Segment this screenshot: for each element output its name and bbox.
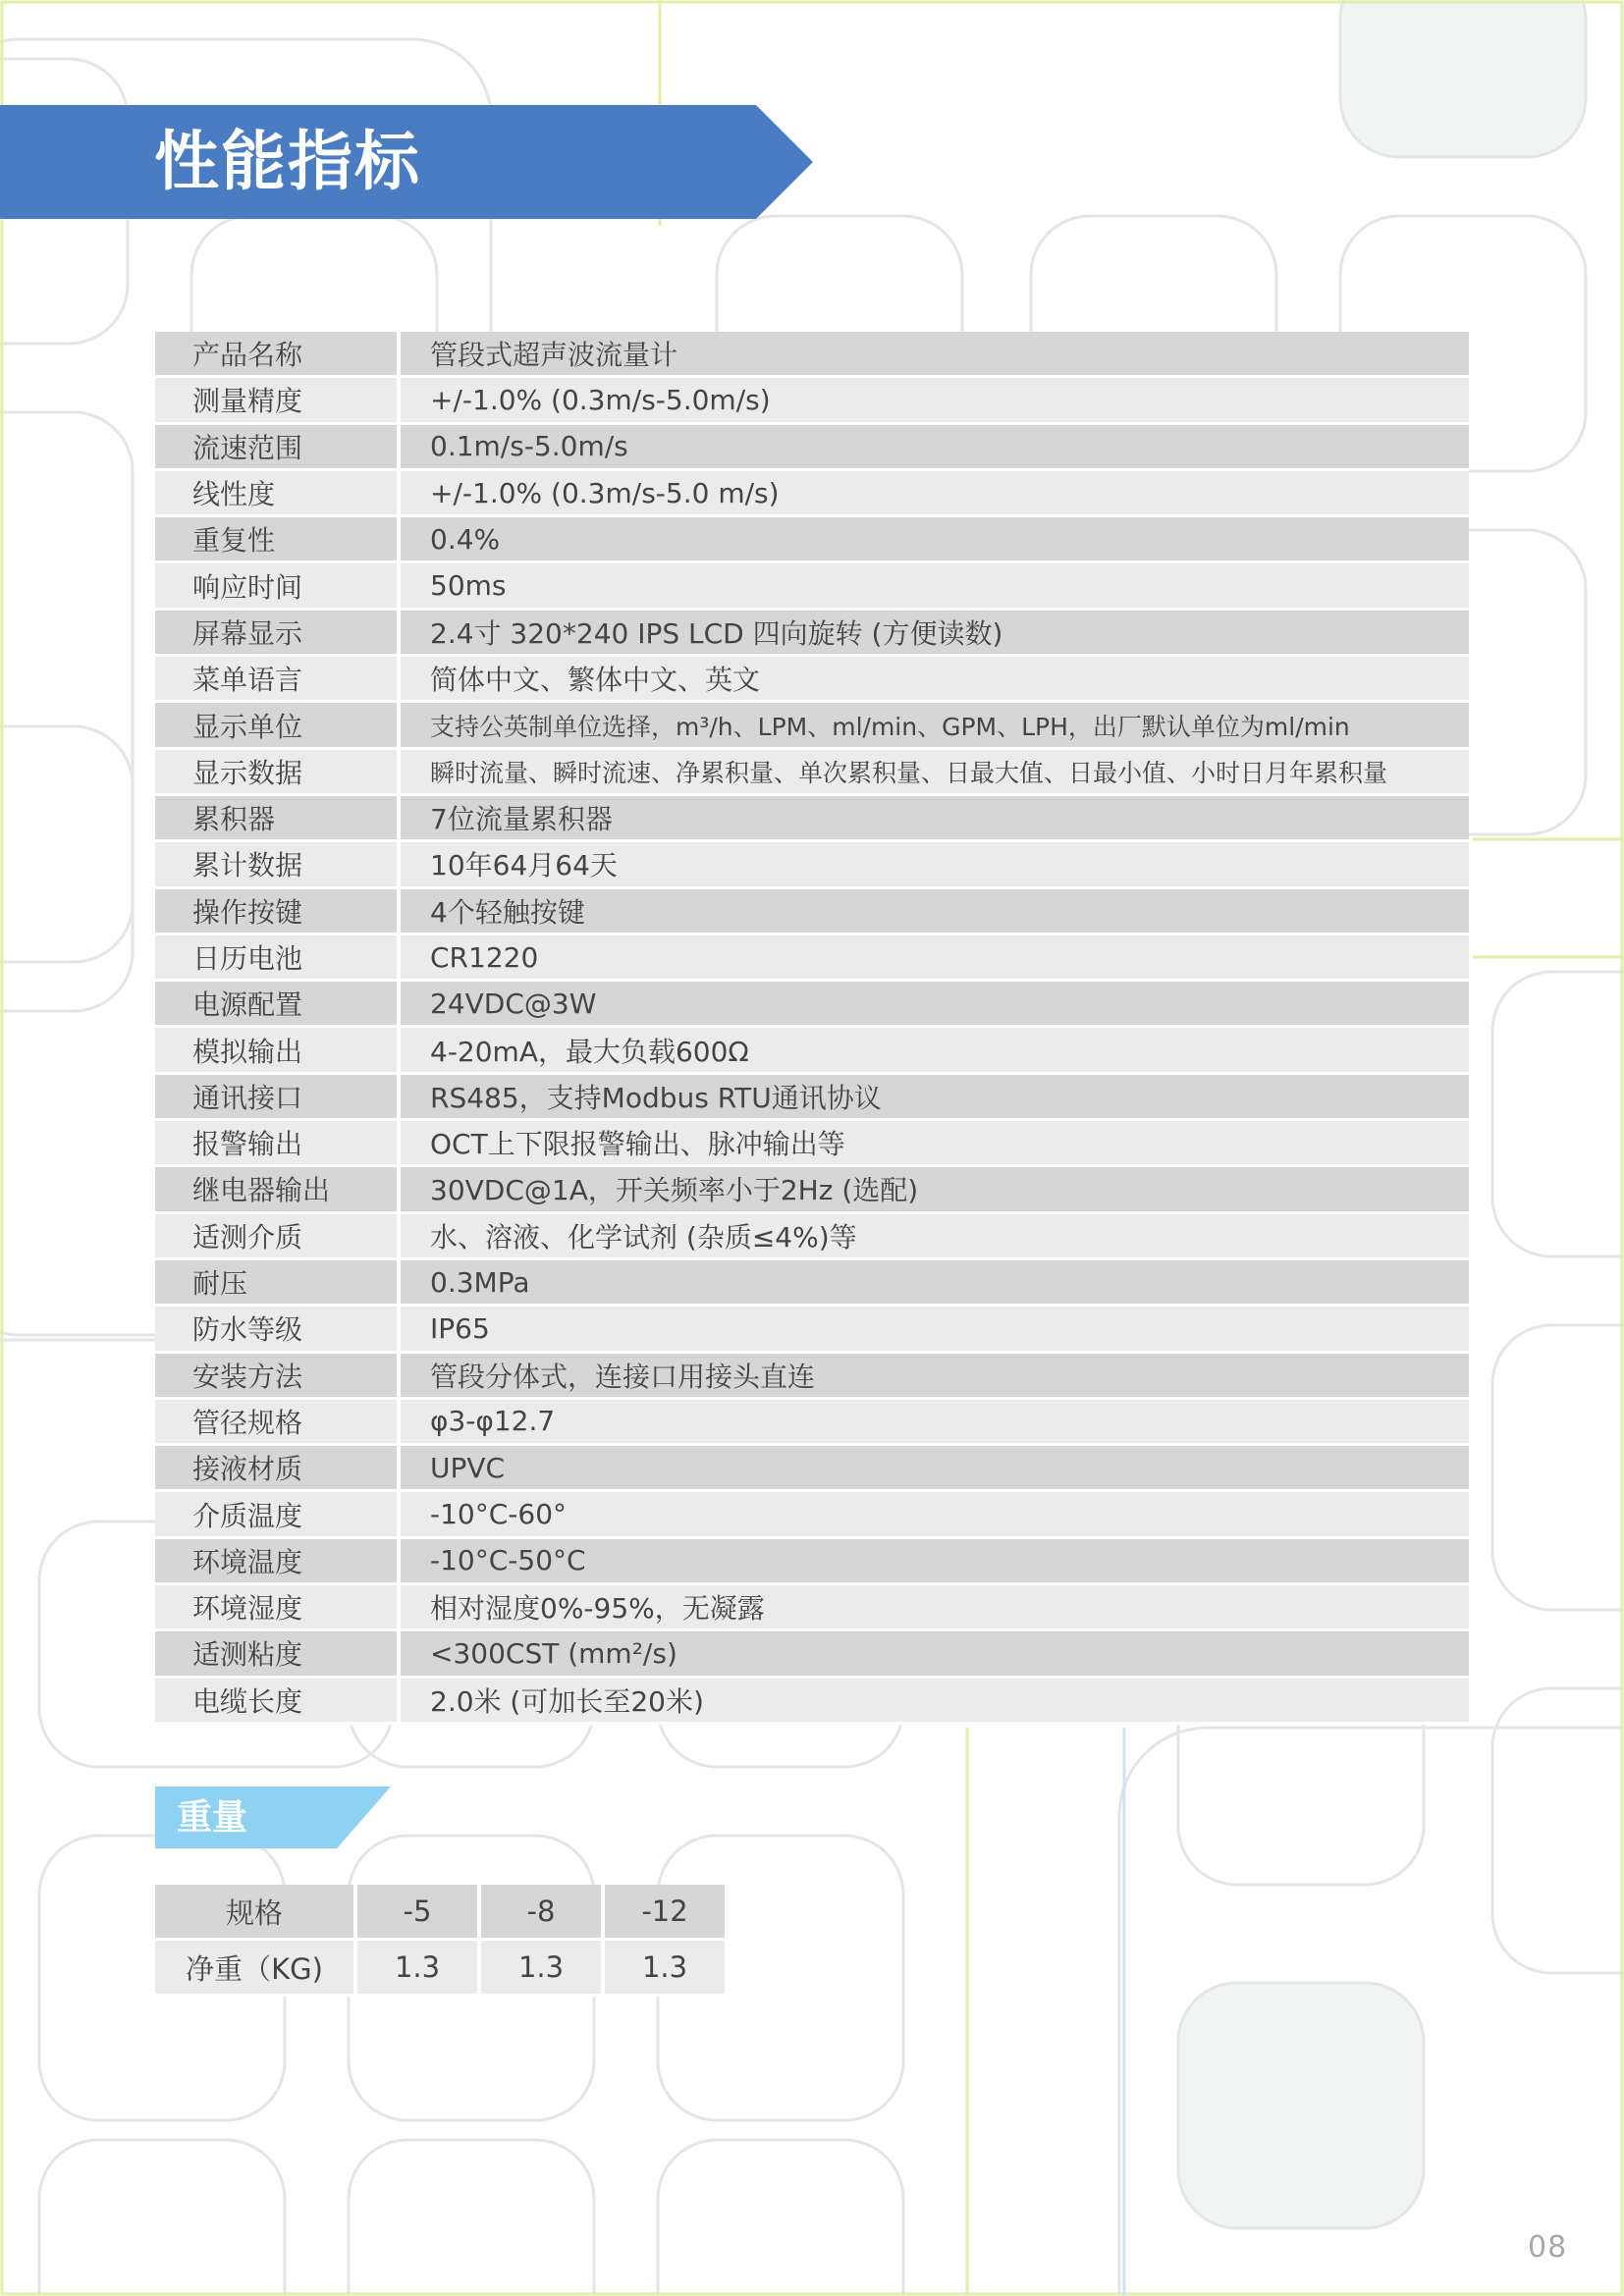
- spec-row: [155, 657, 1469, 703]
- spec-row: [155, 517, 1469, 563]
- spec-label: 电缆长度: [155, 1679, 401, 1725]
- title-banner: [0, 105, 813, 219]
- page-title: 性能指标: [154, 124, 421, 199]
- spec-value: RS485，支持Modbus RTU通讯协议: [401, 1075, 1469, 1121]
- spec-label: 介质温度: [155, 1492, 401, 1538]
- spec-row: [155, 1075, 1469, 1121]
- spec-label: 产品名称: [155, 332, 401, 378]
- spec-value: 管段分体式，连接口用接头直连: [401, 1354, 1469, 1400]
- spec-label: 重复性: [155, 517, 401, 563]
- spec-row: [155, 1539, 1469, 1585]
- spec-row: [155, 471, 1469, 517]
- spec-row: [155, 1631, 1469, 1678]
- spec-label: 电源配置: [155, 982, 401, 1028]
- spec-row: [155, 889, 1469, 935]
- spec-value: 瞬时流量、瞬时流速、净累积量、单次累积量、日最大值、日最小值、小时日月年累积量: [401, 750, 1469, 796]
- weight-header-cell: -5: [357, 1885, 481, 1941]
- spec-row: [155, 1585, 1469, 1631]
- spec-value: 24VDC@3W: [401, 982, 1469, 1028]
- spec-label: 响应时间: [155, 563, 401, 610]
- spec-row: [155, 1028, 1469, 1074]
- spec-row: [155, 378, 1469, 424]
- spec-label: 防水等级: [155, 1307, 401, 1353]
- spec-row: [155, 842, 1469, 888]
- spec-row: [155, 563, 1469, 610]
- spec-value: 50ms: [401, 563, 1469, 610]
- spec-label: 通讯接口: [155, 1075, 401, 1121]
- spec-value: UPVC: [401, 1446, 1469, 1492]
- weight-value-cell: 1.3: [357, 1941, 481, 1997]
- spec-row: [155, 425, 1469, 471]
- spec-label: 显示单位: [155, 703, 401, 749]
- spec-value: 2.0米 (可加长至20米): [401, 1679, 1469, 1725]
- spec-label: 环境湿度: [155, 1585, 401, 1631]
- weight-section-tag: [155, 1787, 391, 1848]
- weight-header-cell: -8: [481, 1885, 605, 1941]
- spec-row: [155, 611, 1469, 657]
- spec-value: 简体中文、繁体中文、英文: [401, 657, 1469, 703]
- spec-label: 线性度: [155, 471, 401, 517]
- spec-row: [155, 1679, 1469, 1725]
- spec-row: [155, 1260, 1469, 1307]
- spec-label: 模拟输出: [155, 1028, 401, 1074]
- weight-value-cell: 1.3: [605, 1941, 729, 1997]
- spec-row: [155, 796, 1469, 842]
- spec-value: OCT上下限报警输出、脉冲输出等: [401, 1121, 1469, 1167]
- spec-value: CR1220: [401, 935, 1469, 982]
- spec-row: [155, 1354, 1469, 1400]
- spec-label: 继电器输出: [155, 1167, 401, 1213]
- weight-value-cell: 1.3: [481, 1941, 605, 1997]
- spec-label: 测量精度: [155, 378, 401, 424]
- spec-row: [155, 332, 1469, 378]
- spec-value: 相对湿度0%-95%，无凝露: [401, 1585, 1469, 1631]
- spec-value: 管段式超声波流量计: [401, 332, 1469, 378]
- spec-value: IP65: [401, 1307, 1469, 1353]
- weight-header-row: [155, 1885, 729, 1941]
- spec-value: 0.1m/s-5.0m/s: [401, 425, 1469, 471]
- spec-label: 流速范围: [155, 425, 401, 471]
- spec-value: φ3-φ12.7: [401, 1400, 1469, 1446]
- spec-value: 30VDC@1A，开关频率小于2Hz (选配): [401, 1167, 1469, 1213]
- spec-row: [155, 1214, 1469, 1260]
- spec-label: 屏幕显示: [155, 611, 401, 657]
- weight-row-label: 净重（KG): [155, 1941, 357, 1997]
- spec-row: [155, 1121, 1469, 1167]
- spec-value: +/-1.0% (0.3m/s-5.0 m/s): [401, 471, 1469, 517]
- spec-label: 适测粘度: [155, 1631, 401, 1678]
- weight-header-label: 规格: [155, 1885, 357, 1941]
- spec-table: [155, 332, 1469, 1725]
- spec-label: 接液材质: [155, 1446, 401, 1492]
- spec-row: [155, 750, 1469, 796]
- spec-row: [155, 982, 1469, 1028]
- spec-row: [155, 1167, 1469, 1213]
- spec-label: 累积器: [155, 796, 401, 842]
- spec-label: 报警输出: [155, 1121, 401, 1167]
- spec-label: 累计数据: [155, 842, 401, 888]
- spec-value: 支持公英制单位选择，m³/h、LPM、ml/min、GPM、LPH，出厂默认单位为ml/min: [401, 703, 1469, 749]
- spec-row: [155, 1400, 1469, 1446]
- spec-value: 7位流量累积器: [401, 796, 1469, 842]
- weight-table: [155, 1885, 729, 1997]
- page-number: 08: [1528, 2230, 1568, 2265]
- spec-value: -10°C-50°C: [401, 1539, 1469, 1585]
- spec-label: 耐压: [155, 1260, 401, 1307]
- spec-value: 4-20mA，最大负载600Ω: [401, 1028, 1469, 1074]
- spec-label: 显示数据: [155, 750, 401, 796]
- spec-value: <300CST (mm²/s): [401, 1631, 1469, 1678]
- spec-value: 0.4%: [401, 517, 1469, 563]
- spec-value: 2.4寸 320*240 IPS LCD 四向旋转 (方便读数): [401, 611, 1469, 657]
- spec-row: [155, 935, 1469, 982]
- spec-value: 4个轻触按键: [401, 889, 1469, 935]
- spec-row: [155, 703, 1469, 749]
- spec-value: 水、溶液、化学试剂 (杂质≤4%)等: [401, 1214, 1469, 1260]
- spec-label: 环境温度: [155, 1539, 401, 1585]
- spec-label: 安装方法: [155, 1354, 401, 1400]
- spec-row: [155, 1492, 1469, 1538]
- spec-value: 0.3MPa: [401, 1260, 1469, 1307]
- spec-label: 操作按键: [155, 889, 401, 935]
- spec-value: +/-1.0% (0.3m/s-5.0m/s): [401, 378, 1469, 424]
- weight-header-cell: -12: [605, 1885, 729, 1941]
- weight-section-title: 重量: [177, 1797, 248, 1838]
- spec-row: [155, 1307, 1469, 1353]
- spec-value: -10°C-60°: [401, 1492, 1469, 1538]
- spec-label: 菜单语言: [155, 657, 401, 703]
- spec-value: 10年64月64天: [401, 842, 1469, 888]
- spec-label: 适测介质: [155, 1214, 401, 1260]
- spec-label: 日历电池: [155, 935, 401, 982]
- spec-label: 管径规格: [155, 1400, 401, 1446]
- weight-value-row: [155, 1941, 729, 1997]
- spec-row: [155, 1446, 1469, 1492]
